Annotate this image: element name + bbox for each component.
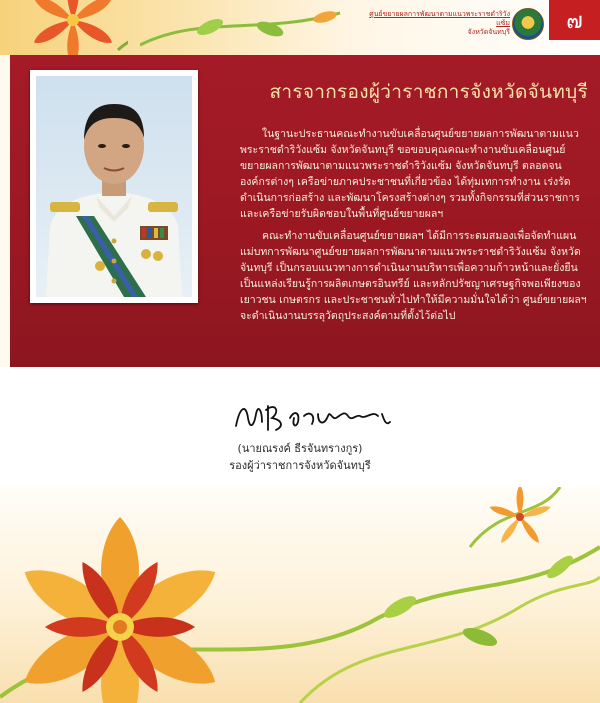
panel-title: สารจากรองผู้ว่าราชการจังหวัดจันทบุรี: [269, 81, 588, 103]
signer-name: (นายณรงค์ ธีรจันทรางกูร): [237, 442, 363, 455]
floral-footer: [0, 487, 600, 703]
portrait-photo: [36, 76, 192, 297]
message-body: [240, 126, 588, 330]
portrait-illustration: [36, 76, 192, 297]
floral-footer-art: [0, 487, 600, 703]
message-paragraph-2: คณะทำงานขับเคลื่อนศูนย์ขยายผลฯ ได้มีการระดมสมองเพื่อจัดทำแผนแม่บทการพัฒนาศูนย์ขยายผลการพัฒนาตามแนวพระราชดำริวังแซ้ม จังหวัดจันทบุรี เป็นกรอบแนวทางการดำเนินงานบริหารเพื่อความก้าวหน้าและยั่งยืน เป็นแหล่งเรียนรู้การผลิตเกษตรอินทรีย์ และหลักปรัชญาเศรษฐกิจพอเพียงของเยาวชน เกษตรกร และประชาชนทั่วไปทำให้มีความมั่นใจได้ว่า ศูนย์ขยายผลฯ จะดำเนินงานบรรลุวัตถุประสงค์ตามที่ตั้งไว้ต่อไป: [240, 230, 587, 322]
handwritten-signature: [232, 396, 402, 436]
header-org-line2: จังหวัดจันทบุรี: [467, 28, 510, 36]
header-leaf-ornament: [140, 5, 360, 55]
header-org-name: [360, 10, 510, 37]
org-emblem-icon: [512, 8, 544, 40]
message-paragraph-1: ในฐานะประธานคณะทำงานขับเคลื่อนศูนย์ขยายผลการพัฒนาตามแนวพระราชดำริวังแซ้ม จังหวัดจันทบุรี ขอขอบคุณคณะทำงานขับเคลื่อนศูนย์ขยายผลการพัฒนาตามแนวพระราชดำริวังแซ้ม จังหวัดจันทบุรี ตลอดจนองค์กรต่างๆ เครือข่ายภาคประชาชนที่เกี่ยวข้อง ได้ทุ่มเทการทำงาน เร่งรัดดำเนินการก่อสร้าง และพัฒนาโครงสร้างต่างๆ รวมทั้งกิจกรรมที่ส่วนราชการและเครือข่ายรับผิดชอบในพื้นที่ศูนย์ขยายผลฯ: [240, 128, 580, 220]
header-flower-ornament: [18, 0, 128, 60]
portrait-frame: [30, 70, 198, 303]
signer-position: รองผู้ว่าราชการจังหวัดจันทบุรี: [229, 459, 371, 472]
header-org-line1: ศูนย์ขยายผลการพัฒนาตามแนวพระราชดำริวังแซ้ม: [369, 10, 510, 27]
page-number: ๗: [549, 0, 600, 40]
